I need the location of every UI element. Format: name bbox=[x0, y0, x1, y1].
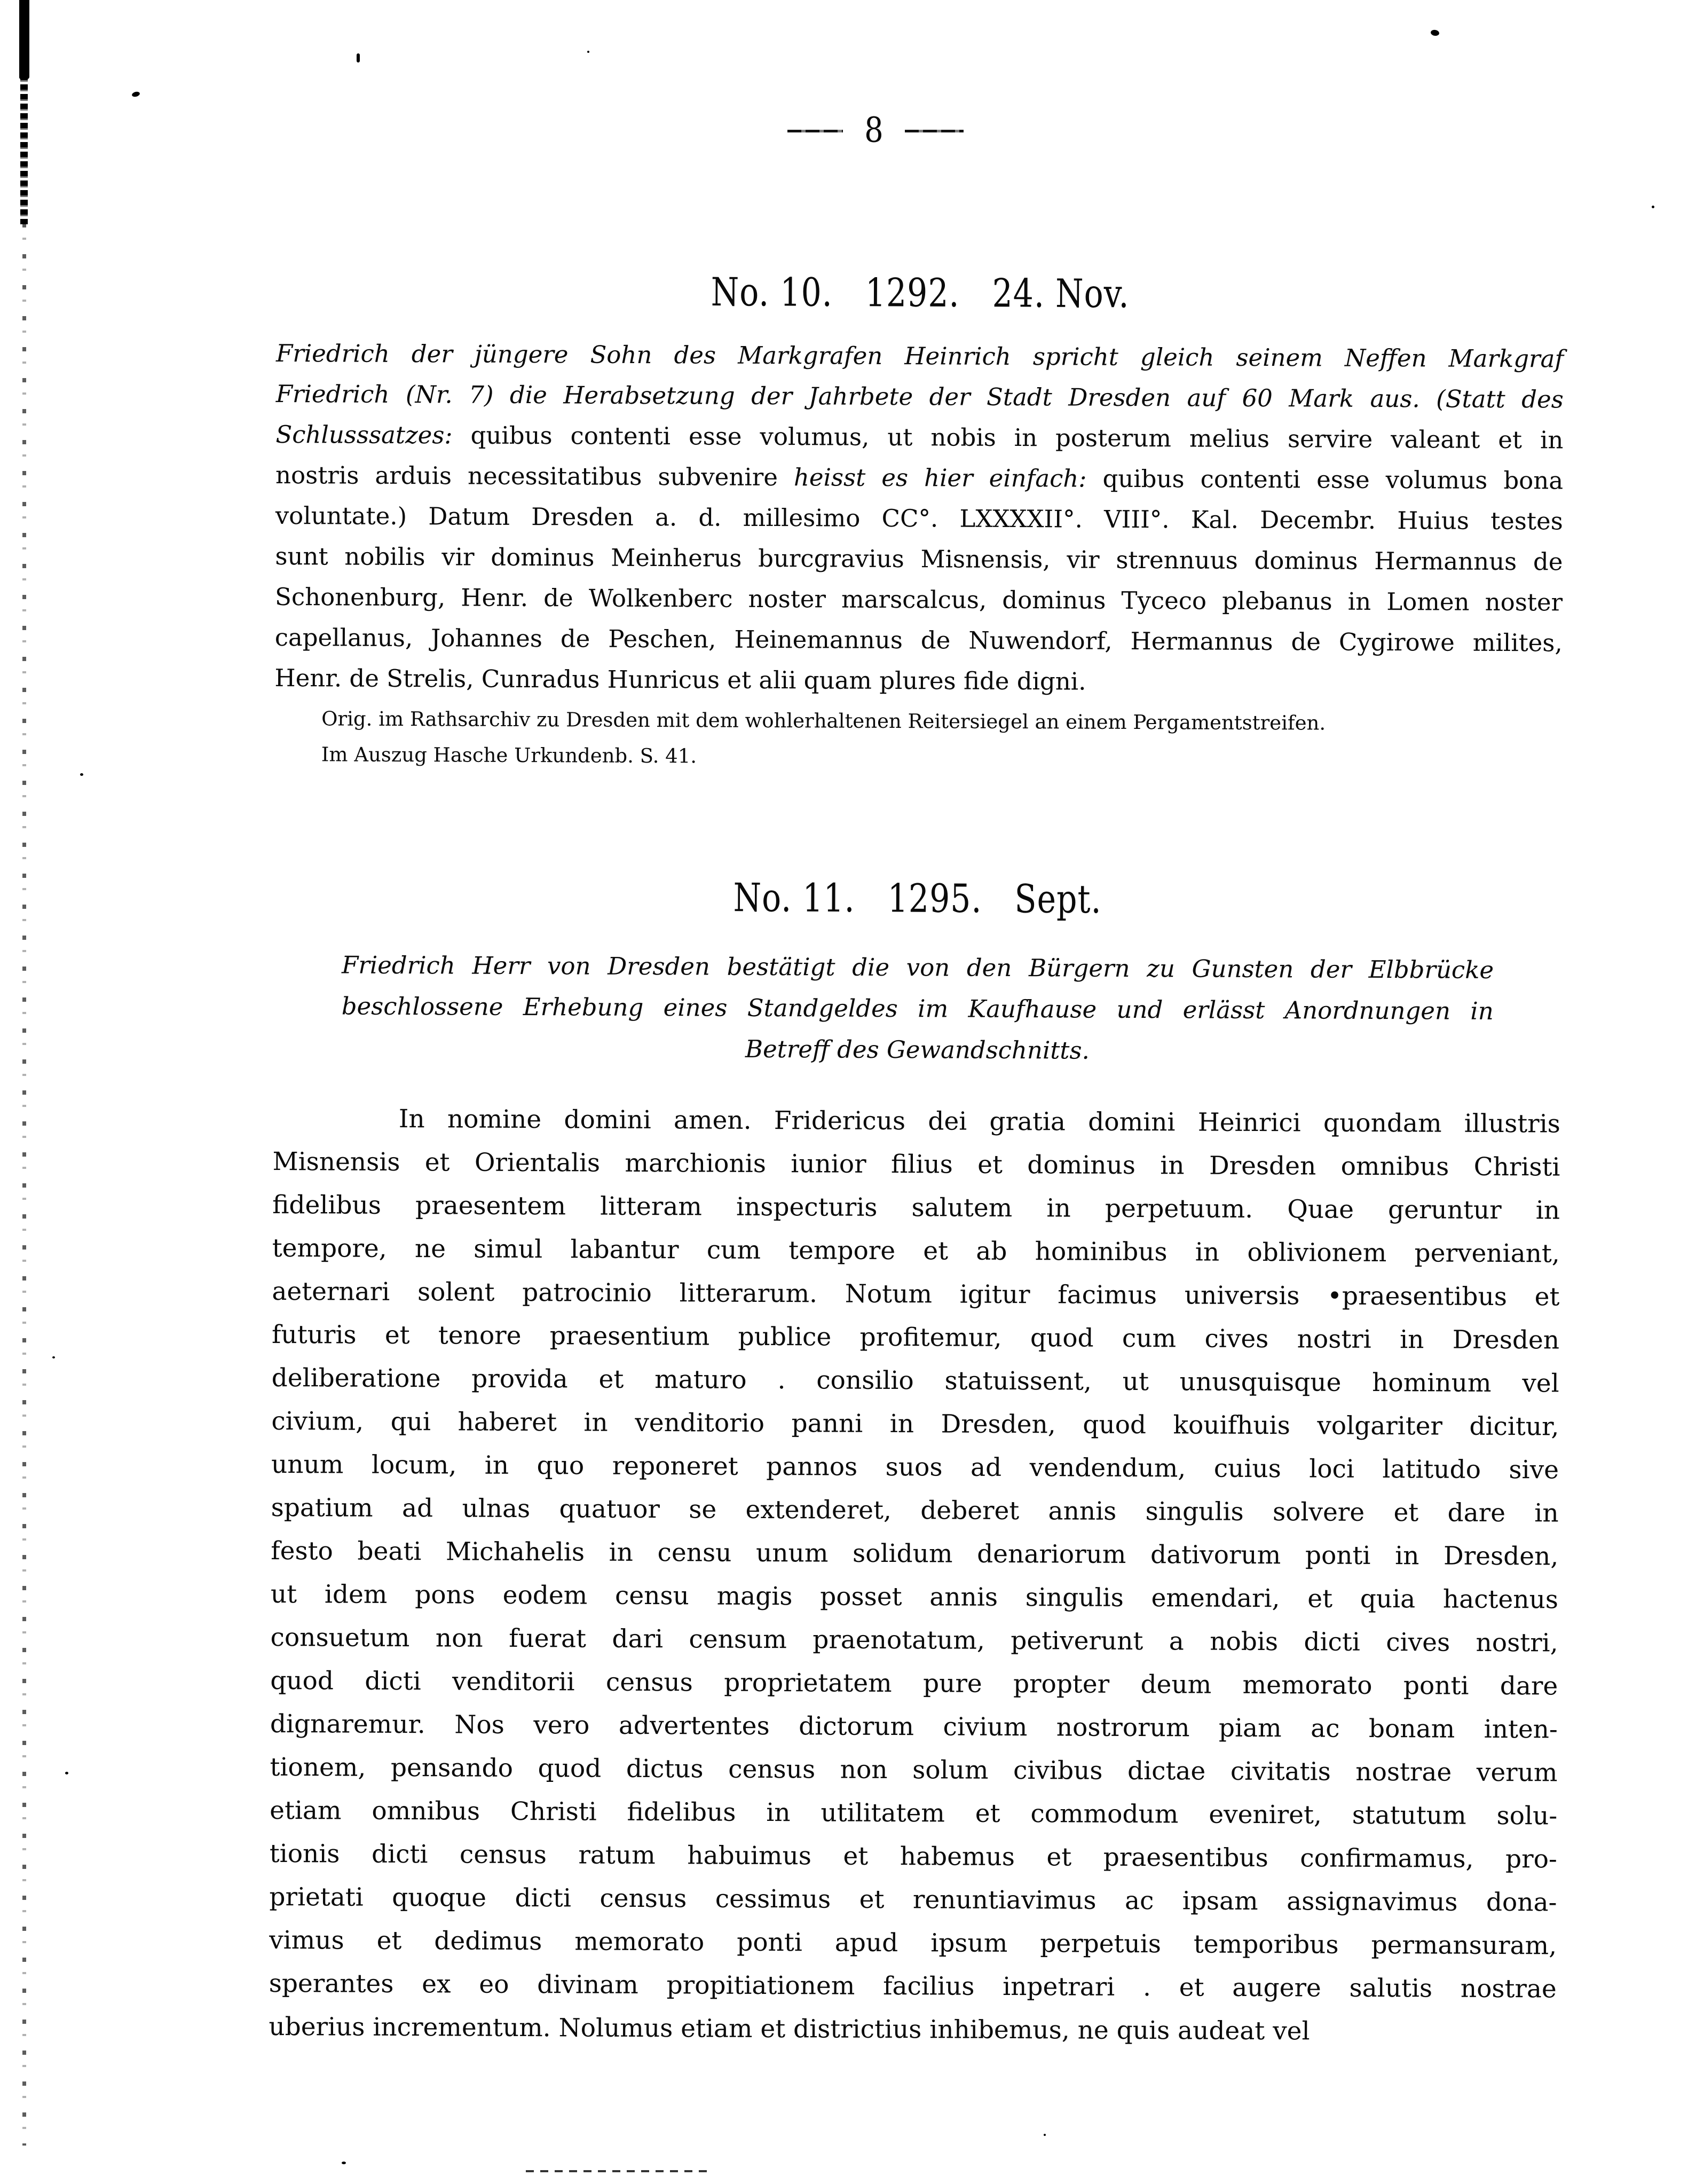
page-number: 8 bbox=[864, 111, 884, 151]
text-line: tionis dicti census ratum habuimus et habemus et praesentibus confirmamus, pro- bbox=[269, 1839, 1557, 1874]
text-line: futuris et tenore praesentium publice profitemur, quod cum cives nostri in Dresden bbox=[271, 1319, 1560, 1355]
italic-text-segment: heisst es hier einfach: bbox=[793, 463, 1087, 493]
text-segment: capellanus, Johannes de Peschen, Heinemannus de Nuwendorf, Hermannus de Cygirowe milites, bbox=[274, 623, 1563, 657]
text-line bbox=[276, 374, 1564, 420]
text-segment: sunt nobilis vir dominus Meinherus burcgravius Misnensis, vir strennuus dominus Hermannus de bbox=[275, 541, 1563, 576]
text-line: civium, qui haberet in venditorio panni in Dresden, quod kouifhuis volgariter dicitur, bbox=[271, 1406, 1559, 1442]
text-line: unum locum, in quo reponeret pannos suos ad vendendum, cuius loci latitudo sive bbox=[271, 1449, 1559, 1485]
entry-11-summary bbox=[341, 945, 1494, 1073]
text-column bbox=[268, 0, 1565, 2183]
text-line: dignaremur. Nos vero advertentes dictorum civium nostrorum piam ac bonam inten- bbox=[270, 1709, 1558, 1745]
text-line: sperantes ex eo divinam propitiationem facilius inpetrari . et augere salutis nostrae bbox=[269, 1968, 1557, 2004]
text-line: Betreff des Gewandschnitts. bbox=[745, 1034, 1090, 1065]
text-line: Orig. im Rathsarchiv zu Dresden mit dem wohlerhaltenen Reitersiegel an einem Pergamentstreifen. bbox=[321, 707, 1326, 735]
text-line: tionem, pensando quod dictus census non solum civibus dictae civitatis nostrae verum bbox=[270, 1752, 1558, 1788]
text-line bbox=[275, 617, 1563, 664]
text-line: beschlossene Erhebung eines Standgeldes im Kaufhause und erlässt Anordnungen in bbox=[341, 992, 1494, 1025]
text-segment: Schonenburg, Henr. de Wolkenberc noster marscalcus, dominus Tyceco plebanus in Lomen noster bbox=[275, 582, 1563, 617]
text-line: fidelibus praesentem litteram inspecturis salutem in perpetuum. Quae geruntur in bbox=[272, 1190, 1560, 1225]
text-line bbox=[275, 577, 1563, 623]
entry-10-heading: No. 10. 1292. 24. Nov. bbox=[711, 269, 1130, 317]
ink-speck bbox=[131, 91, 140, 97]
text-segment: voluntate.) Datum Dresden a. d. millesimo CC°. LXXXXII°. VIII°. Kal. Decembr. Huius testes bbox=[275, 501, 1563, 536]
entry-10-summary bbox=[274, 333, 1564, 704]
entry-11-heading: No. 11. 1295. Sept. bbox=[733, 875, 1102, 923]
italic-text-segment: Schlusssatzes: bbox=[275, 420, 453, 450]
text-line: aeternari solent patrocinio litterarum. Notum igitur facimus universis •praesentibus et bbox=[272, 1276, 1560, 1312]
binding-strip-dense bbox=[20, 75, 28, 224]
text-line: vimus et dedimus memorato ponti apud ipsum perpetuis temporibus permansuram, bbox=[269, 1925, 1557, 1961]
ink-speck bbox=[52, 1356, 55, 1358]
text-line bbox=[275, 414, 1563, 461]
text-segment: Henr. de Strelis, Cunradus Hunricus et alii quam plures fide digni. bbox=[274, 663, 1086, 696]
binding-strip bbox=[16, 0, 32, 2178]
text-line: Im Auszug Hasche Urkundenb. S. 41. bbox=[321, 743, 697, 768]
text-line bbox=[275, 536, 1563, 583]
entry-10-source-notes bbox=[274, 701, 1563, 778]
ink-speck bbox=[80, 773, 83, 776]
binding-strip-heavy bbox=[19, 0, 29, 79]
entry-11-body bbox=[269, 1097, 1560, 2054]
text-line: prietati quoque dicti census cessimus et renuntiavimus ac ipsam assignavimus dona- bbox=[269, 1882, 1557, 1918]
text-line: Misnensis et Orientalis marchionis iunior filius et dominus in Dresden omnibus Christi bbox=[272, 1146, 1560, 1182]
ink-speck bbox=[65, 1772, 68, 1774]
text-line: consuetum non fuerat dari censum praenotatum, petiverunt a nobis dicti cives nostri, bbox=[270, 1622, 1558, 1658]
text-line: etiam omnibus Christi fidelibus in utilitatem et commodum eveniret, statutum solu- bbox=[270, 1795, 1558, 1831]
binding-strip-speckle bbox=[22, 223, 26, 2146]
italic-text-segment: Friedrich der jüngere Sohn des Markgrafen Heinrich spricht gleich seinem Neffen Markgraf bbox=[275, 339, 1564, 373]
text-line: Friedrich Herr von Dresden bestätigt die von den Bürgern zu Gunsten der Elbbrücke bbox=[342, 950, 1494, 984]
text-line: In nomine domini amen. Fridericus dei gratia domini Heinrici quondam illustris bbox=[398, 1104, 1560, 1139]
text-line: uberius incrementum. Nolumus etiam et districtius inhibemus, ne quis audeat vel bbox=[269, 2012, 1310, 2046]
text-line bbox=[275, 455, 1563, 501]
text-segment: nostris arduis necessitatibus subvenire bbox=[275, 460, 794, 492]
italic-text-segment: Friedrich (Nr. 7) die Herabsetzung der Jahrbete der Stadt Dresden auf 60 Mark aus. (Statt des bbox=[275, 379, 1564, 414]
text-line bbox=[275, 496, 1563, 542]
text-line: deliberatione provida et maturo . consilio statuissent, ut unusquisque hominum vel bbox=[271, 1363, 1559, 1399]
text-line: spatium ad ulnas quatuor se extenderet, deberet annis singulis solvere et dare in bbox=[271, 1492, 1559, 1528]
text-line: tempore, ne simul labantur cum tempore et ab hominibus in oblivionem perveniant, bbox=[272, 1233, 1560, 1269]
text-line: ut idem pons eodem censu magis posset annis singulis emendari, et quia hactenus bbox=[270, 1579, 1559, 1615]
text-segment: quibus contenti esse volumus, ut nobis in posterum melius servire valeant et in bbox=[452, 421, 1564, 454]
text-line bbox=[274, 658, 1562, 704]
text-segment: quibus contenti esse volumus bona bbox=[1086, 464, 1564, 495]
ink-speck bbox=[1652, 206, 1654, 208]
text-line: festo beati Michahelis in censu unum solidum denariorum dativorum ponti in Dresden, bbox=[271, 1536, 1559, 1572]
text-line bbox=[276, 333, 1564, 380]
text-line: quod dicti venditorii census proprietatem pure propter deum memorato ponti dare bbox=[270, 1666, 1558, 1701]
